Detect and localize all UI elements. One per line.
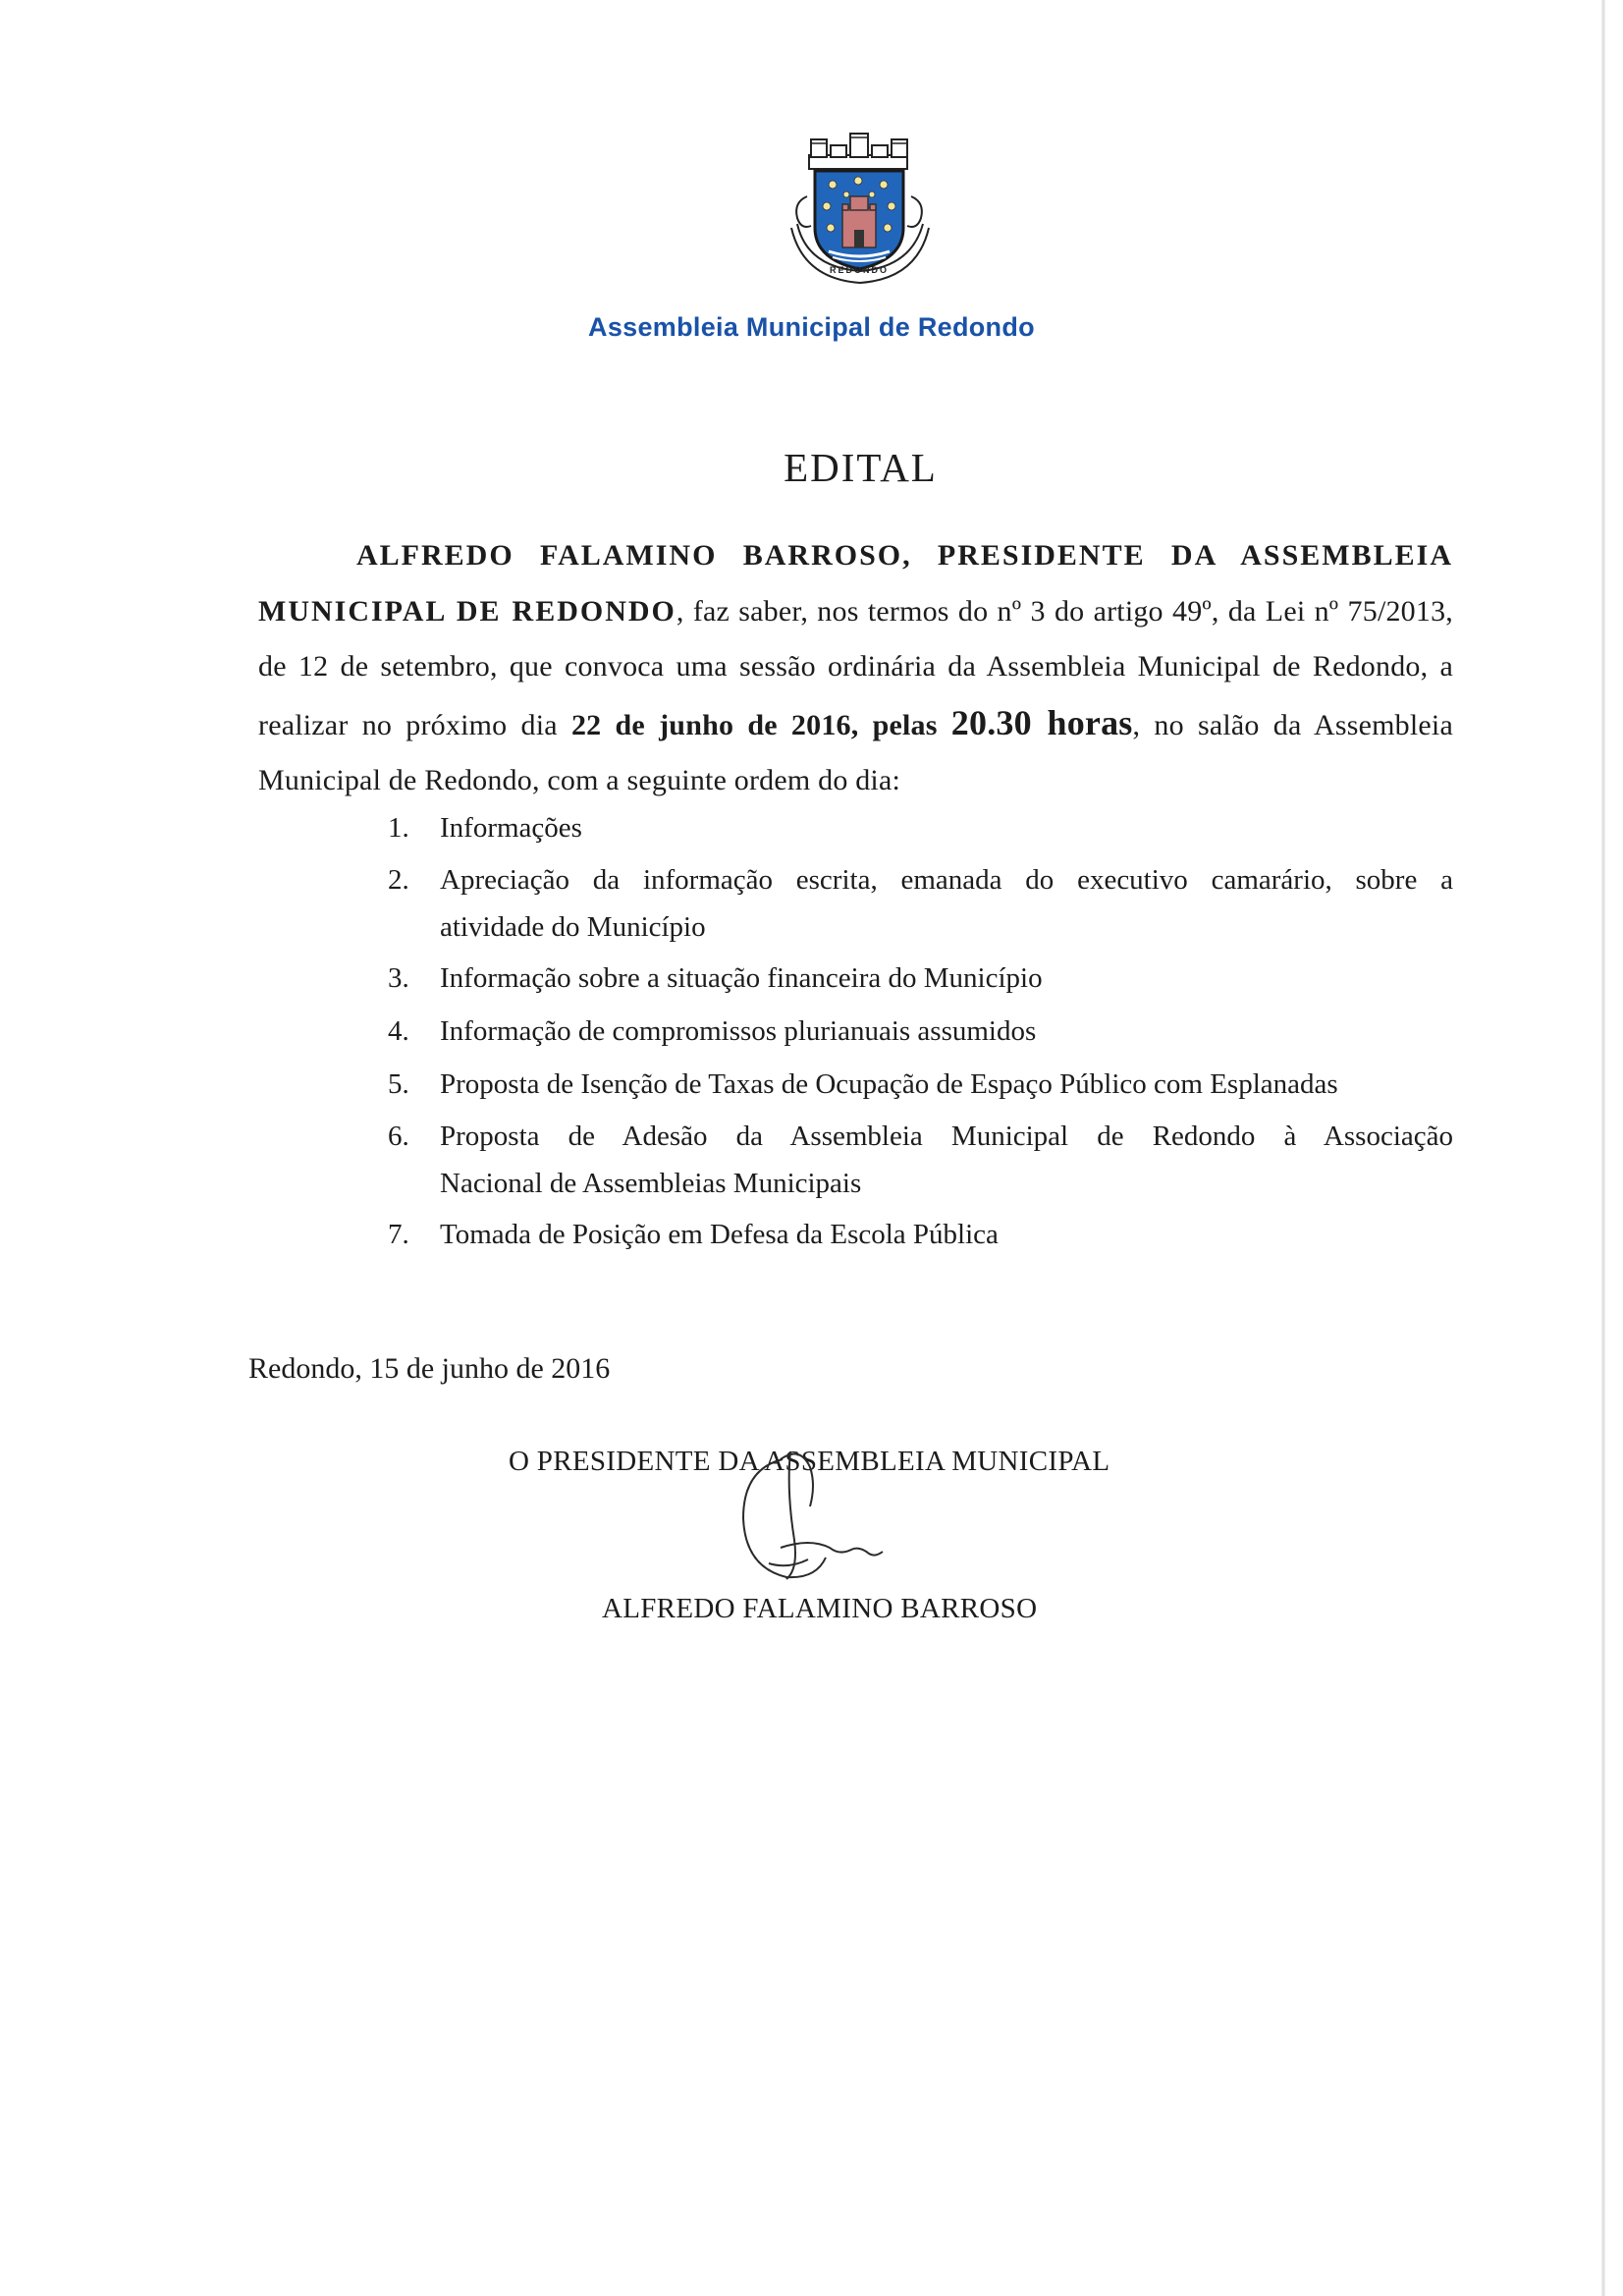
agenda-item-number: 7. (388, 1219, 409, 1250)
agenda-item-text-continuation: atividade do Município (440, 911, 706, 943)
agenda-item-text: Proposta de Adesão da Assembleia Municipal de Redondo à Associação (440, 1121, 1453, 1152)
signatory-name: ALFREDO FALAMINO BARROSO (602, 1593, 1038, 1624)
agenda-item (388, 803, 1453, 853)
agenda-item (388, 954, 1453, 1004)
municipal-crest-icon (770, 126, 948, 289)
organization-name: Assembleia Municipal de Redondo (588, 312, 1035, 342)
agenda-item (388, 1113, 1453, 1207)
session-hour: 20.30 horas (950, 702, 1133, 742)
svg-text:REDONDO: REDONDO (829, 265, 890, 275)
edital-body (258, 528, 1453, 809)
agenda-item-text: Informação de compromissos plurianuais assumidos (440, 1015, 1037, 1047)
agenda-item-text: Tomada de Posição em Defesa da Escola Pública (440, 1219, 999, 1250)
agenda-item (388, 1210, 1453, 1260)
agenda-list (388, 803, 1453, 1263)
agenda-item-text: Apreciação da informação escrita, emanada do executivo camarário, sobre a (440, 864, 1453, 896)
agenda-item-number: 4. (388, 1015, 409, 1047)
agenda-item-text: Informação sobre a situação financeira do Município (440, 962, 1043, 994)
agenda-item (388, 1060, 1453, 1110)
issuer-name: ALFREDO FALAMINO BARROSO, PRESIDENTE DA ASSEMBLEIA MUNICIPAL DE REDONDO (258, 539, 1453, 628)
scan-edge-shadow (1601, 0, 1605, 2296)
agenda-item-number: 3. (388, 962, 409, 994)
body-part-1: , faz saber, nos termos do nº 3 do artigo 49º, da Lei nº 75/2013, de 12 de setembro, que convoca uma sessão ordinária da Assembleia Municipal de Redondo, a realizar no próximo dia (258, 594, 1453, 741)
document-title: EDITAL (784, 445, 938, 490)
signatory-role: O PRESIDENTE DA ASSEMBLEIA MUNICIPAL (509, 1446, 1110, 1477)
agenda-item-text: Informações (440, 812, 582, 844)
session-date: 22 de junho de 2016, pelas (570, 708, 951, 741)
agenda-item (388, 856, 1453, 951)
agenda-item-number: 1. (388, 812, 409, 844)
agenda-item-text-continuation: Nacional de Assembleias Municipais (440, 1168, 862, 1199)
agenda-item-number: 2. (388, 864, 409, 896)
agenda-item-text: Proposta de Isenção de Taxas de Ocupação de Espaço Público com Esplanadas (440, 1068, 1338, 1100)
handwritten-signature-icon (722, 1440, 889, 1597)
place-and-date: Redondo, 15 de junho de 2016 (248, 1352, 611, 1385)
agenda-item (388, 1007, 1453, 1057)
body-part-2: , no salão da Assembleia Municipal de Redondo, com a seguinte ordem do dia: (258, 708, 1453, 796)
agenda-item-number: 5. (388, 1068, 409, 1100)
agenda-item-number: 6. (388, 1121, 409, 1152)
